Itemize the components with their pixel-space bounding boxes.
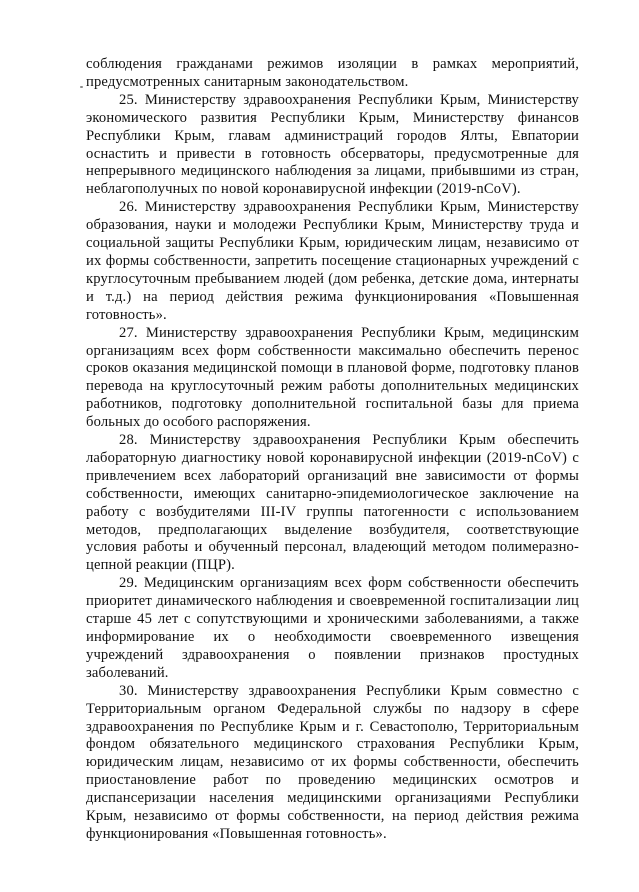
paragraph-25: 25. Министерству здравоохранения Республики Крым, Министерству экономического развития Республики Крым, Министерству финансов Республики Крым, главам администраций городов Ялты, Евпатории оснастить и привести в готовность обсерваторы, предусмотренные для непрерывного медицинского наблюдения за лицами, прибывшими из стран, неблагополучных по новой коронавирусной инфекции (2019-nCoV). [86,91,579,198]
paragraph-30: 30. Министерству здравоохранения Республики Крым совместно с Территориальным органом Федеральной службы по надзору в сфере здравоохранения по Республике Крым и г. Севастополю, Территориальным фондом обязательного медицинского страхования Республики Крым, юридическим лицам, независимо от их формы собственности, обеспечить приостановление работ по проведению медицинских осмотров и диспансеризации населения медицинскими организациями Республики Крым, независимо от формы собственности, на период действия режима функционирования «Повышенная готовность». [86,682,579,842]
document-body [86,56,579,844]
paragraph-continuation: соблюдения гражданами режимов изоляции в рамках мероприятий, предусмотренных санитарным законодательством. [86,56,579,90]
paragraph-27: 27. Министерству здравоохранения Республики Крым, медицинским организациям всех форм собственности максимально обеспечить перенос сроков оказания медицинской помощи в плановой форме, подготовку планов перевода на круглосуточный режим работы дополнительных медицинских работников, подготовку дополнительной госпитальной базы для приема больных до особого распоряжения. [86,324,579,431]
paragraph-26: 26. Министерству здравоохранения Республики Крым, Министерству образования, науки и молодежи Республики Крым, Министерству труда и социальной защиты Республики Крым, юридическим лицам, независимо от их формы собственности, запретить посещение стационарных учреждений с круглосуточным пребыванием людей (дом ребенка, детские дома, интернаты и т.д.) на период действия режима функционирования «Повышенная готовность». [86,199,579,323]
scan-speck [80,86,83,88]
paragraph-28: 28. Министерству здравоохранения Республики Крым обеспечить лабораторную диагностику новой коронавирусной инфекции (2019-nCoV) с привлечением всех лабораторий организаций вне зависимости от формы собственности, имеющих санитарно-эпидемиологическое заключение на работу с возбудителями III-IV группы патогенности с использованием методов, предполагающих выделение возбудителя, соответствующие условия работы и обученный персонал, владеющий методом полимеразно-цепной реакции (ПЦР). [86,432,579,574]
paragraph-29: 29. Медицинским организациям всех форм собственности обеспечить приоритет динамического наблюдения и своевременной госпитализации лиц старше 45 лет с сопутствующими и хроническими заболеваниями, а также информирование их о необходимости своевременного извещения учреждений здравоохранения о появлении признаков простудных заболеваний. [86,575,579,681]
